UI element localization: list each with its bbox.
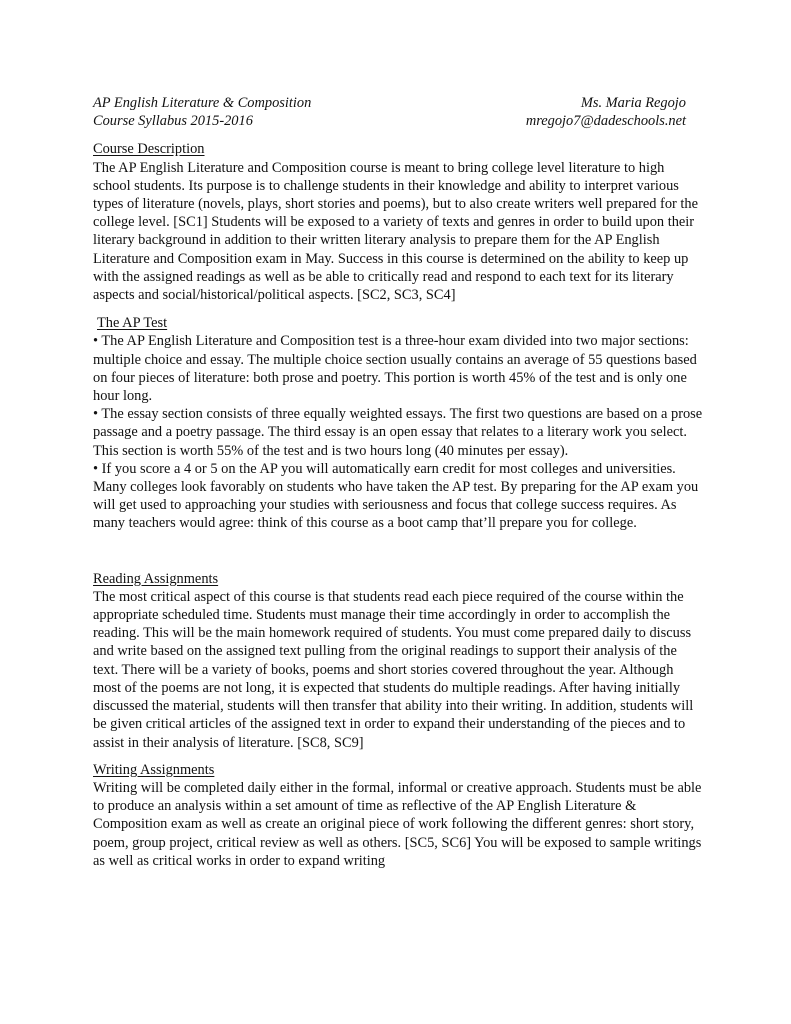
header-right bbox=[526, 94, 703, 130]
syllabus-header bbox=[93, 94, 703, 130]
ap-test-bullet: • If you score a 4 or 5 on the AP you will automatically earn credit for most colleges and universities. Many colleges look favorably on students who have taken the AP test. By preparing for the AP exam you will get used to approaching your studies with seriousness and focus that college success requires. As many teachers would agree: think of this course as a boot camp that’ll prepare you for college. bbox=[93, 460, 699, 532]
ap-test-heading: The AP Test bbox=[97, 315, 168, 332]
writing-assignments-heading: Writing Assignments bbox=[93, 761, 215, 778]
writing-assignments-body: Writing will be completed daily either in the formal, informal or creative approach. Students must be able to produce an analysis within a set amount of time as reflective of the AP English Literature & Composition exam as well as create an original piece of work following the different genres: short story, poem, group project, critical review as well as others. [SC5, SC6] You will be exposed to sample writings as well as critical works in order to expand writing bbox=[93, 779, 702, 869]
reading-assignments-body: The most critical aspect of this course is that students read each piece required of the course within the appropriate scheduled time. Students must manage their time accordingly in order to accomplish the reading. This will be the main homework required of students. You must come prepared daily to discuss and write based on the assigned text pulling from the original readings to support their analysis of the text. There will be a variety of books, poems and short stories covered throughout the year. Although most of the poems are not long, it is expected that students do multiple readings. After having initially discussed the material, students will then transfer that ability into their writing. In addition, students will be given critical articles of the assigned text in order to expand their understanding of the pieces and to assist in their analysis of literature. [SC8, SC9] bbox=[93, 588, 694, 751]
course-description-heading: Course Description bbox=[93, 141, 205, 158]
ap-test-section bbox=[93, 314, 703, 532]
writing-assignments-section bbox=[93, 761, 703, 870]
reading-assignments-section bbox=[93, 570, 703, 752]
ap-test-bullet: • The AP English Literature and Composition test is a three-hour exam divided into two major sections: multiple choice and essay. The multiple choice section usually contains an average of 55 questions based on four pieces of literature: both prose and poetry. This portion is worth 45% of the test and is only one hour long. bbox=[93, 333, 697, 405]
ap-test-bullet: • The essay section consists of three equally weighted essays. The first two questions are based on a prose passage and a poetry passage. The third essay is an open essay that relates to a literary work you select. This section is worth 55% of the test and is two hours long (40 minutes per essay). bbox=[93, 406, 703, 459]
course-description-body: The AP English Literature and Composition course is meant to bring college level literature to high school students. Its purpose is to challenge students in their knowledge and ability to interpret various types of literature (novels, plays, short stories and poems), but to also create writers well prepared for the college level. [SC1] Students will be exposed to a variety of texts and genres in order to build upon their literary background in addition to their written literary analysis to prepare them for the AP English Literature and Composition exam in May. Success in this course is determined on the ability to keep up with the assigned readings as well as be able to critically read and respond to each text for its literary aspects and social/historical/political aspects. [SC2, SC3, SC4] bbox=[93, 159, 699, 304]
teacher-email: mregojo7@dadeschools.net bbox=[525, 113, 686, 130]
teacher-name: Ms. Maria Regojo bbox=[580, 95, 686, 111]
course-description-section bbox=[93, 140, 703, 304]
syllabus-year: Course Syllabus 2015-2016 bbox=[93, 113, 253, 130]
course-title: AP English Literature & Composition bbox=[93, 95, 312, 111]
syllabus-content bbox=[93, 94, 703, 870]
header-left bbox=[93, 94, 311, 130]
reading-assignments-heading: Reading Assignments bbox=[93, 570, 219, 587]
